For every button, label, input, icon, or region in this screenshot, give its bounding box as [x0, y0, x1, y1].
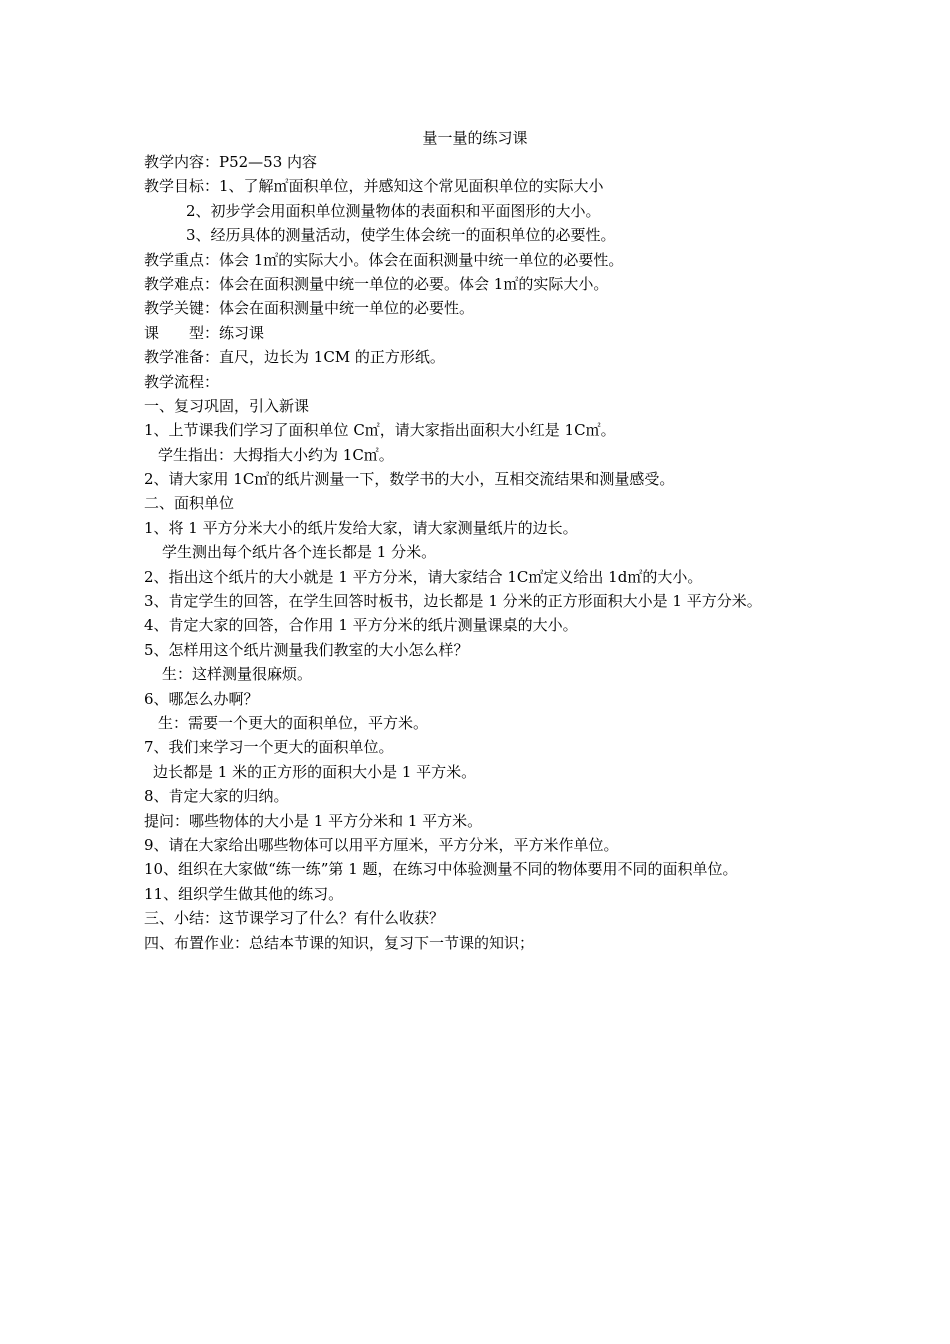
- text-line: 2、指出这个纸片的大小就是 1 平方分米，请大家结合 1C㎡定义给出 1d㎡的大小。: [144, 567, 703, 586]
- text-line: 学生指出：大拇指大小约为 1C㎡。: [158, 445, 394, 464]
- text-line: 提问：哪些物体的大小是 1 平方分米和 1 平方米。: [144, 811, 483, 830]
- text-line: 二、面积单位: [144, 494, 235, 513]
- text-line: 教学目标：1、了解㎡面积单位，并感知这个常见面积单位的实际大小: [144, 177, 604, 196]
- text-line: 学生测出每个纸片各个连长都是 1 分米。: [162, 543, 437, 562]
- text-line: 2、请大家用 1C㎡的纸片测量一下，数学书的大小，互相交流结果和测量感受。: [144, 470, 675, 489]
- text-line: 教学难点：体会在面积测量中统一单位的必要。体会 1㎡的实际大小。: [144, 274, 609, 293]
- text-line: 8、肯定大家的归纳。: [144, 787, 289, 806]
- text-line: 10、组织在大家做“练一练”第 1 题，在练习中体验测量不同的物体要用不同的面积单位。: [144, 860, 738, 879]
- text-line: 9、请在大家给出哪些物体可以用平方厘米，平方分米，平方米作单位。: [144, 835, 619, 854]
- text-line: 6、哪怎么办啊？: [144, 689, 259, 708]
- text-line: 7、我们来学习一个更大的面积单位。: [144, 738, 394, 757]
- text-line: 三、小结：这节课学习了什么？有什么收获？: [144, 909, 445, 928]
- text-line: 边长都是 1 米的正方形的面积大小是 1 平方米。: [153, 762, 477, 781]
- text-line: 4、肯定大家的回答，合作用 1 平方分米的纸片测量课桌的大小。: [144, 616, 578, 635]
- text-line: 11、组织学生做其他的练习。: [144, 884, 344, 903]
- text-line: 5、怎样用这个纸片测量我们教室的大小怎么样？: [144, 640, 469, 659]
- text-line: 教学准备：直尺，边长为 1CM 的正方形纸。: [144, 348, 445, 367]
- text-line: 教学重点：体会 1㎡的实际大小。体会在面积测量中统一单位的必要性。: [144, 250, 624, 269]
- text-line: 教学流程：: [144, 372, 220, 391]
- text-line: 2、初步学会用面积单位测量物体的表面积和平面图形的大小。: [186, 201, 601, 220]
- text-line: 教学关键：体会在面积测量中统一单位的必要性。: [144, 299, 475, 318]
- text-line: 3、经历具体的测量活动，使学生体会统一的面积单位的必要性。: [186, 226, 616, 245]
- text-line: 教学内容：P52—53 内容: [144, 153, 318, 171]
- text-line: 1、将 1 平方分米大小的纸片发给大家，请大家测量纸片的边长。: [144, 518, 578, 537]
- document-title: 量一量的练习课: [422, 129, 528, 147]
- text-line: 1、上节课我们学习了面积单位 C㎡，请大家指出面积大小红是 1C㎡。: [144, 421, 616, 440]
- text-line: 四、布置作业：总结本节课的知识，复习下一节课的知识；: [144, 933, 535, 952]
- text-line: 课 型：练习课: [144, 323, 265, 342]
- text-line: 3、肯定学生的回答，在学生回答时板书，边长都是 1 分米的正方形面积大小是 1 平方分米。: [144, 592, 762, 611]
- text-line: 一、复习巩固，引入新课: [144, 396, 310, 415]
- text-line: 生：这样测量很麻烦。: [162, 665, 313, 684]
- document-body: [144, 150, 824, 955]
- text-line: 生：需要一个更大的面积单位，平方米。: [158, 713, 429, 732]
